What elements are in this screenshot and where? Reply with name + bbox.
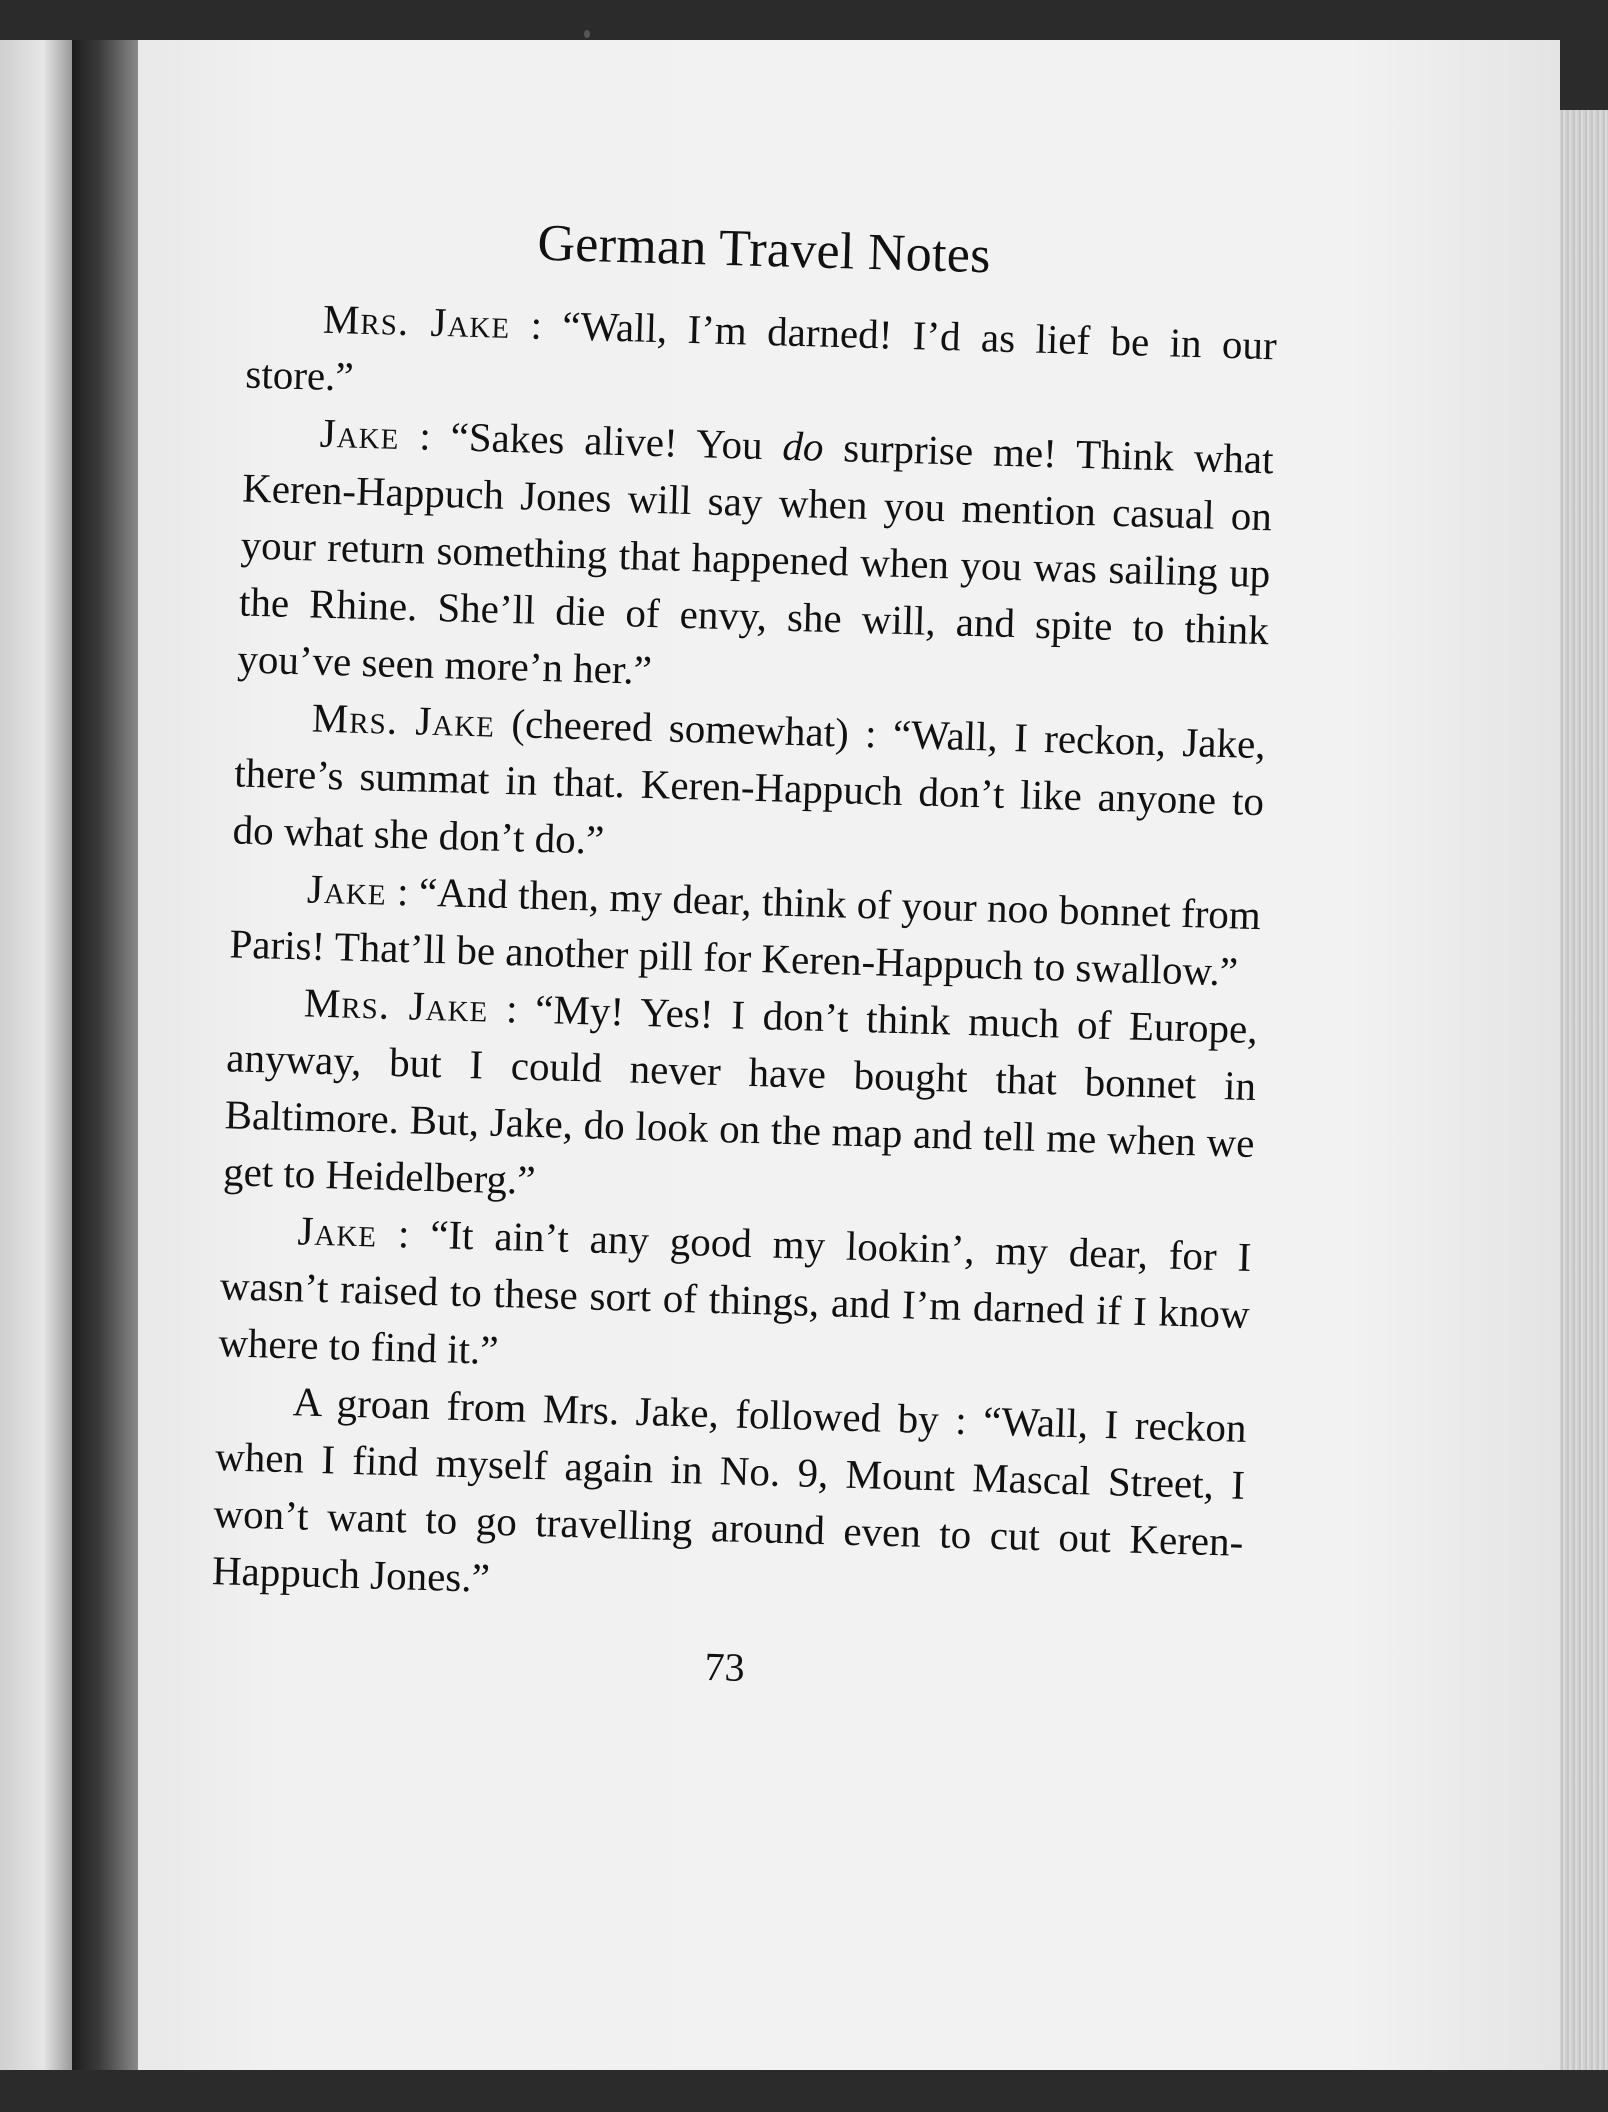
page-text-block (209, 206, 1280, 1705)
facing-page-edge (0, 40, 72, 2070)
speaker-name: Jake (319, 409, 401, 458)
page-stack-edge (1560, 110, 1608, 2070)
paragraph-text: : “And then, my dear, think of your noo bonnet from Paris! That’ll be another pill for Keren-Happuch to swallow.” (228, 867, 1262, 995)
speaker-name: Mrs. Jake (322, 295, 511, 347)
dust-speck (584, 30, 590, 38)
book-gutter (72, 40, 138, 2070)
paragraph-text: : “My! Yes! I don’t think much of Europe, anyway, but I could never have bought that bonnet in Baltimore. But, Jake, do look on the map and tell me when we get to Heidelberg.” (222, 984, 1259, 1203)
paragraph-3 (232, 687, 1266, 887)
speaker-name: Mrs. Jake (303, 979, 490, 1031)
speaker-name: Jake (296, 1207, 378, 1256)
paragraph-text: A groan from Mrs. Jake, followed by : “Wall, I reckon when I find myself again in No. 9, Mount Mascal Street, I won’t want to go travelling around even to cut out Keren-Happuch Jones.” (211, 1378, 1248, 1601)
paragraph-5 (222, 972, 1258, 1229)
paragraph-7 (211, 1371, 1247, 1628)
paragraph-text: : “Sakes alive! You (398, 411, 784, 469)
paragraph-6 (218, 1200, 1252, 1400)
emphasis-text: do (781, 422, 825, 470)
paragraph-text: (cheered somewhat) : “Wall, I reckon, Jake, there’s summat in that. Keren-Happuch don’t like anyone to do what she don’t do.” (232, 699, 1267, 863)
paragraph-text: : “Wall, I’m darned! I’d as lief be in our store.” (244, 300, 1278, 400)
paragraph-text-continued: surprise me! Think what Keren-Happuch Jones will say when you mention casual on your return something that happened when you was sailing up the Rhine. She’ll die of envy, she will, and spite to think you’ve seen more’n her.” (236, 423, 1275, 694)
paragraph-text: : “It ain’t any good my lookin’, my dear, for I wasn’t raised to these sort of things, and I’m darned if I know where to find it.” (217, 1209, 1252, 1373)
speaker-name: Mrs. Jake (311, 694, 496, 746)
page-number: 73 (703, 1643, 746, 1690)
speaker-name: Jake (306, 865, 388, 914)
running-head: German Travel Notes (536, 214, 992, 285)
paragraph-2 (237, 403, 1275, 717)
